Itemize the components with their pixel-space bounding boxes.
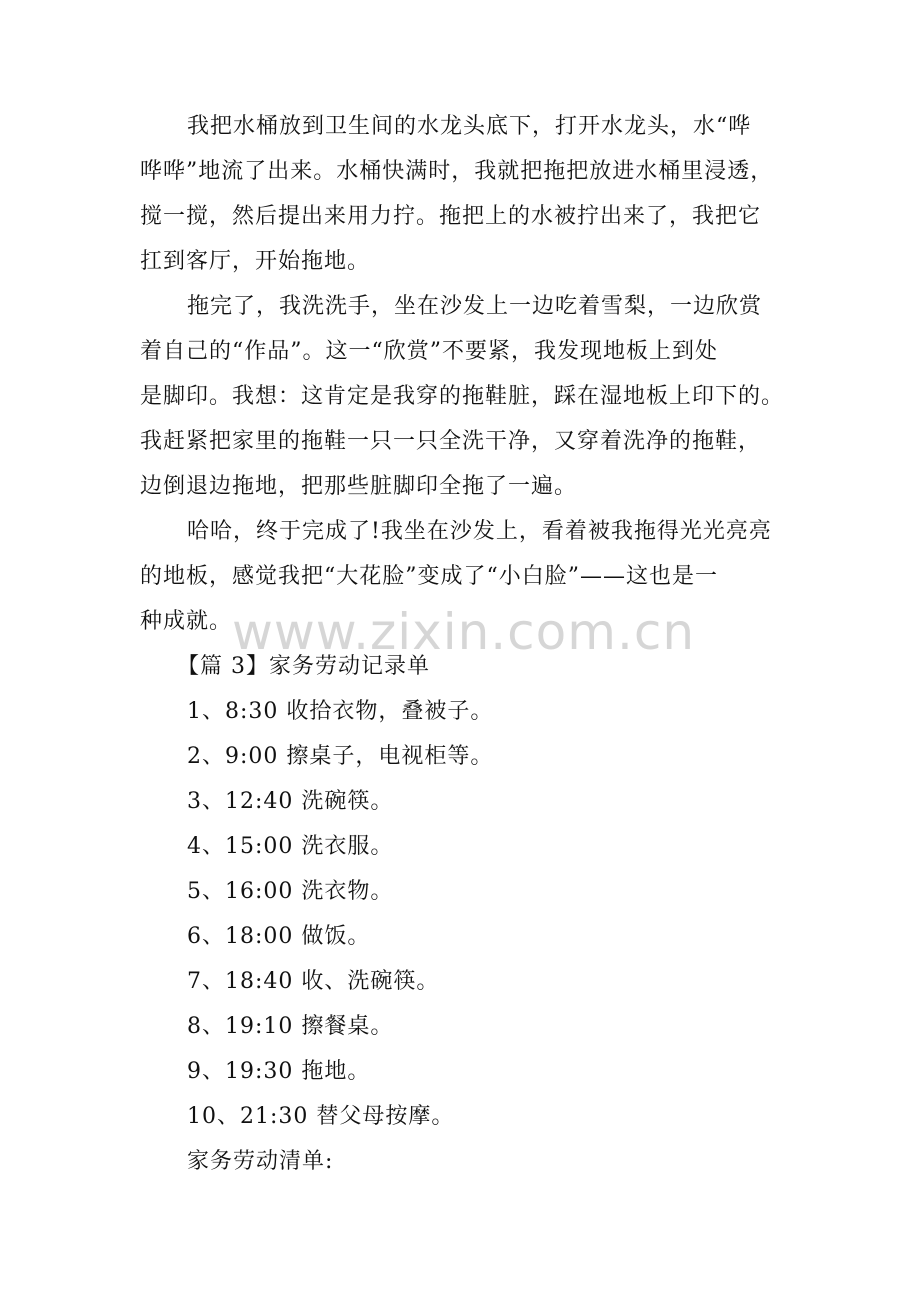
schedule-item: 4、15:00 洗衣服。 (187, 834, 394, 859)
section-title: 【篇 3】家务劳动记录单 (177, 654, 430, 679)
paragraph-3-line-1: 哈哈，终于完成了!我坐在沙发上，看着被我拖得光光亮亮 (187, 519, 772, 544)
paragraph-1-line-4: 扛到客厅，开始拖地。 (140, 249, 371, 274)
schedule-item: 6、18:00 做饭。 (187, 924, 371, 949)
schedule-item: 8、19:10 擦餐桌。 (187, 1014, 394, 1039)
watermark-text: www.zixin.com.cn (232, 603, 696, 661)
schedule-item: 2、9:00 擦桌子，电视柜等。 (187, 744, 494, 769)
paragraph-2-line-2: 着自己的“作品”。这一“欣赏”不要紧，我发现地板上到处 (140, 339, 718, 364)
paragraph-2-line-1: 拖完了，我洗洗手，坐在沙发上一边吃着雪梨，一边欣赏 (187, 294, 763, 319)
paragraph-1-line-2: 哗哗”地流了出来。水桶快满时，我就把拖把放进水桶里浸透， (140, 159, 774, 184)
paragraph-2-line-3: 是脚印。我想：这肯定是我穿的拖鞋脏，踩在湿地板上印下的。 (140, 384, 785, 409)
schedule-item: 10、21:30 替父母按摩。 (187, 1104, 455, 1129)
paragraph-1-line-1: 我把水桶放到卫生间的水龙头底下，打开水龙头，水“哗 (187, 114, 752, 139)
schedule-item: 3、12:40 洗碗筷。 (187, 789, 394, 814)
paragraph-1-line-3: 搅一搅，然后提出来用力拧。拖把上的水被拧出来了，我把它 (140, 204, 762, 229)
paragraph-3-line-3: 种成就。 (140, 609, 233, 634)
paragraph-2-line-4: 我赶紧把家里的拖鞋一只一只全洗干净，又穿着洗净的拖鞋， (140, 429, 762, 454)
paragraph-3-line-2: 的地板，感觉我把“大花脸”变成了“小白脸”——这也是一 (140, 564, 718, 589)
schedule-item: 7、18:40 收、洗碗筷。 (187, 969, 440, 994)
list-title: 家务劳动清单: (187, 1149, 334, 1174)
schedule-item: 9、19:30 拖地。 (187, 1059, 371, 1084)
schedule-item: 1、8:30 收拾衣物，叠被子。 (187, 699, 494, 724)
paragraph-2-line-5: 边倒退边拖地，把那些脏脚印全拖了一遍。 (140, 474, 578, 499)
schedule-item: 5、16:00 洗衣物。 (187, 879, 394, 904)
